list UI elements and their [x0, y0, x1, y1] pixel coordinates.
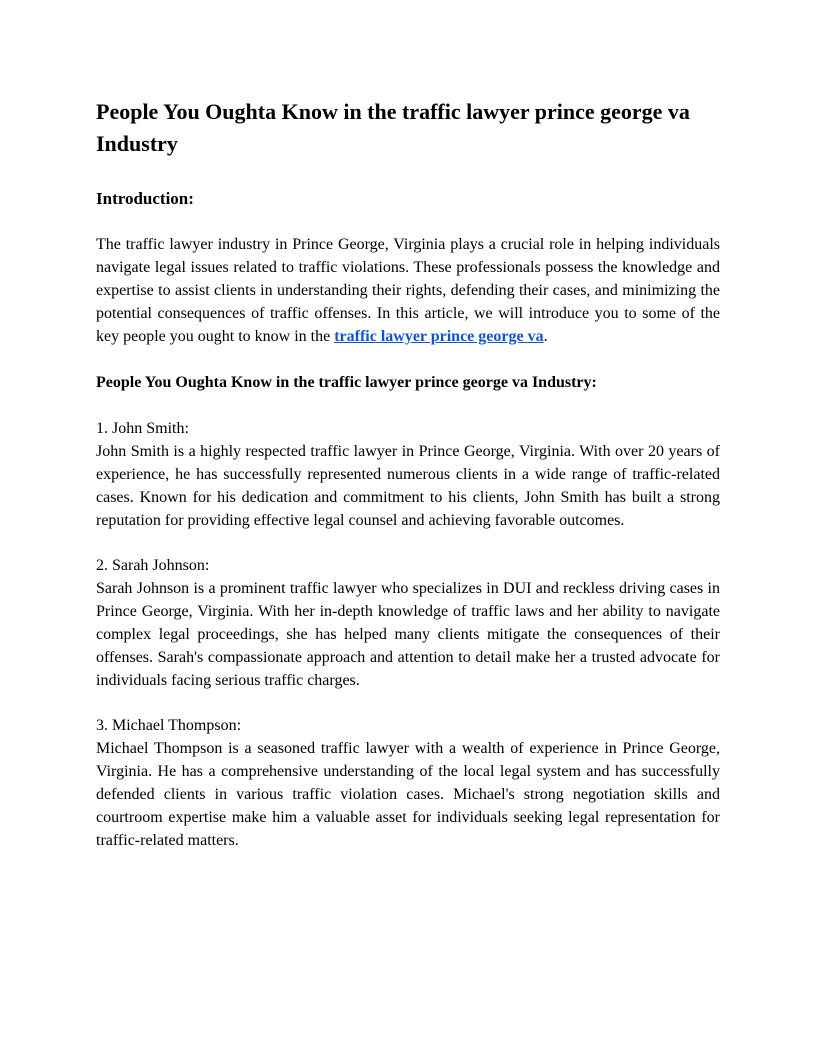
traffic-lawyer-link[interactable]: traffic lawyer prince george va [334, 328, 544, 345]
person-name-line: 1. John Smith: [96, 420, 189, 437]
intro-heading: Introduction: [96, 189, 194, 208]
person-description: Michael Thompson is a seasoned traffic lawyer with a wealth of experience in Prince George, Virginia. He has a comprehensive understanding of the local legal system and has successfully defended clients in various traffic violation cases. Michael's strong negotiation skills and courtroom expertise make him a valuable asset for individuals seeking legal representation for traffic-related matters. [96, 740, 720, 849]
document-title: People You Oughta Know in the traffic lawyer prince george va Industry [96, 99, 690, 156]
list-heading: People You Oughta Know in the traffic lawyer prince george va Industry: [96, 374, 597, 391]
person-block [96, 714, 720, 852]
intro-paragraph [96, 233, 720, 348]
person-description: John Smith is a highly respected traffic lawyer in Prince George, Virginia. With over 20 years of experience, he has successfully represented numerous clients in a wide range of traffic-related cases. Known for his dedication and commitment to his clients, John Smith has built a strong reputation for providing effective legal counsel and achieving favorable outcomes. [96, 443, 720, 529]
person-name-line: 3. Michael Thompson: [96, 717, 242, 734]
intro-text: The traffic lawyer industry in Prince George, Virginia plays a crucial role in helping individuals navigate legal issues related to traffic violations. These professionals possess the knowledge and expertise to assist clients in understanding their rights, defending their cases, and minimizing the potential consequences of traffic offenses. In this article, we will introduce you to some of the key people you ought to know in the [96, 236, 720, 345]
person-name-line: 2. Sarah Johnson: [96, 557, 210, 574]
person-block [96, 417, 720, 532]
intro-text-period: . [543, 328, 548, 345]
person-block [96, 554, 720, 692]
person-description: Sarah Johnson is a prominent traffic lawyer who specializes in DUI and reckless driving cases in Prince George, Virginia. With her in-depth knowledge of traffic laws and her ability to navigate complex legal proceedings, she has helped many clients mitigate the consequences of their offenses. Sarah's compassionate approach and attention to detail make her a trusted advocate for individuals facing serious traffic charges. [96, 580, 720, 689]
